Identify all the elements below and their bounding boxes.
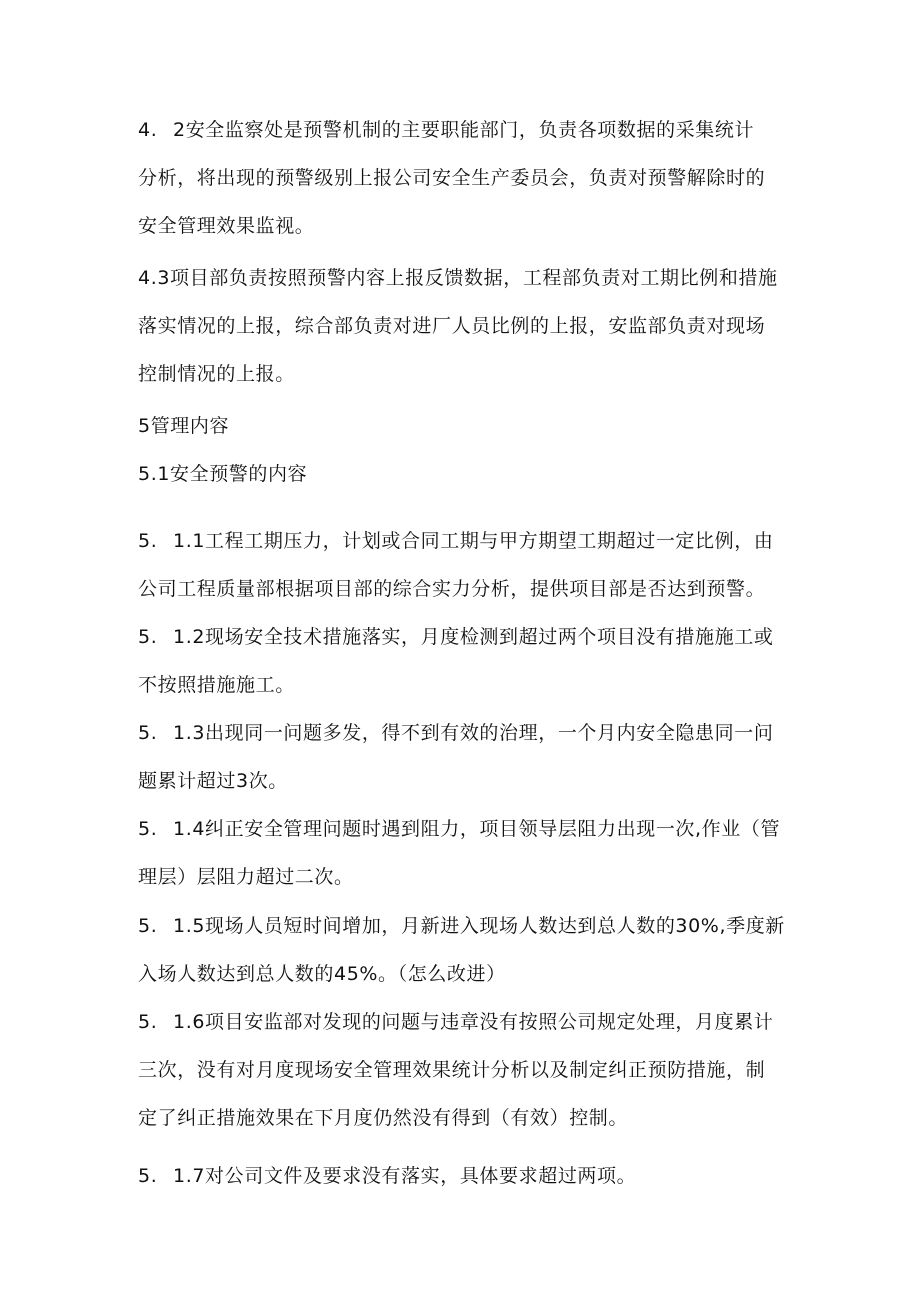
list-item-line: 入场人数达到总人数的45%。（怎么改进）	[138, 963, 506, 985]
section-heading-5: 5管理内容	[138, 415, 230, 437]
section-heading-5-1: 5.1安全预警的内容	[138, 463, 308, 485]
paragraph-line: 安全管理效果监视。	[138, 215, 315, 237]
paragraph-4-3	[138, 254, 788, 398]
paragraph-line: 控制情况的上报。	[138, 363, 295, 385]
list-item-5-1-6	[138, 998, 788, 1142]
list-item-line: 不按照措施施工。	[138, 674, 295, 696]
list-item-line: 1.3出现同一问题多发，得不到有效的治理，一个月内安全隐患同一问	[173, 722, 774, 744]
list-item-line: 1.2现场安全技术措施落实，月度检测到超过两个项目没有措施施工或	[173, 626, 774, 648]
list-item-5-1-2	[138, 613, 788, 709]
list-item-number: 5.	[138, 722, 158, 744]
paragraph-line: 落实情况的上报，综合部负责对进厂人员比例的上报，安监部负责对现场	[138, 315, 766, 337]
paragraph-4-2	[138, 106, 788, 250]
list-item-number: 5.	[138, 626, 158, 648]
list-item-5-1-5	[138, 902, 788, 998]
list-item-line: 1.4纠正安全管理问题时遇到阻力，项目领导层阻力出现一次,作业（管	[173, 818, 781, 840]
list-item-5-1-3	[138, 709, 788, 805]
list-item-line: 定了纠正措施效果在下月度仍然没有得到（有效）控制。	[138, 1107, 629, 1129]
list-item-line: 三次，没有对月度现场安全管理效果统计分析以及制定纠正预防措施，制	[138, 1059, 766, 1081]
list-item-number: 5.	[138, 915, 158, 937]
list-item-line: 1.1工程工期压力，计划或合同工期与甲方期望工期超过一定比例，由	[173, 530, 774, 552]
list-item-number: 5.	[138, 530, 158, 552]
list-item-line: 题累计超过3次。	[138, 770, 288, 792]
list-item-line: 公司工程质量部根据项目部的综合实力分析，提供项目部是否达到预警。	[138, 578, 766, 600]
paragraph-line: 2安全监察处是预警机制的主要职能部门，负责各项数据的采集统计	[173, 119, 755, 141]
paragraph-line: 分析，将出现的预警级别上报公司安全生产委员会，负责对预警解除时的	[138, 167, 766, 189]
list-item-line: 1.5现场人员短时间增加，月新进入现场人数达到总人数的30%,季度新	[173, 915, 785, 937]
paragraph-number: 4.	[138, 119, 158, 141]
list-item-5-1-1	[138, 517, 788, 613]
list-item-line: 1.7对公司文件及要求没有落实，具体要求超过两项。	[173, 1165, 637, 1187]
paragraph-line: 4.3项目部负责按照预警内容上报反馈数据，工程部负责对工期比例和措施	[138, 267, 778, 289]
list-item-5-1-7	[138, 1152, 788, 1200]
list-item-number: 5.	[138, 1165, 158, 1187]
list-item-line: 1.6项目安监部对发现的问题与违章没有按照公司规定处理，月度累计	[173, 1011, 774, 1033]
list-item-number: 5.	[138, 818, 158, 840]
list-item-number: 5.	[138, 1011, 158, 1033]
list-item-line: 理层）层阻力超过二次。	[138, 866, 354, 888]
list-item-5-1-4	[138, 805, 788, 901]
